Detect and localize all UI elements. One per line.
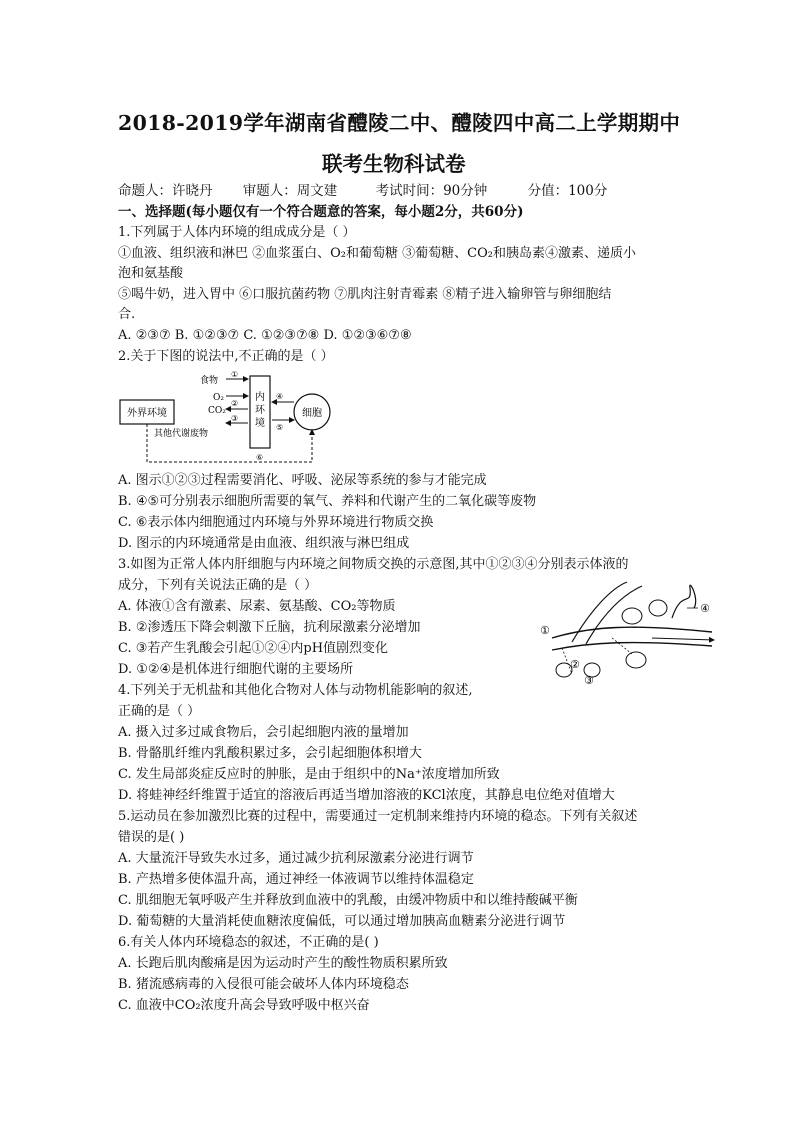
q2-option-c: C. ⑥表示体内细胞通过内环境与外界环境进行物质交换 [118, 515, 434, 530]
q1-options: A. ②③⑦ B. ①②③⑦ C. ①②③⑦⑧ D. ①②③⑥⑦⑧ [118, 328, 412, 343]
q4-option-c: C. 发生局部炎症反应时的肿胀，是由于组织中的Na⁺浓度增加所致 [118, 767, 500, 782]
label-3: ③ [584, 674, 594, 687]
q2-stem: 2.关于下图的说法中,不正确的是（ ） [118, 349, 334, 364]
q5-option-d: D. 葡萄糖的大量消耗使血糖浓度偏低，可以通过增加胰高血糖素分泌进行调节 [118, 914, 566, 929]
page-title: 2018-2019学年湖南省醴陵二中、醴陵四中高二上学期期中 [118, 111, 681, 135]
food-label: 食物 [200, 376, 219, 386]
q5-option-b: B. 产热增多使体温升高，通过神经一体液调节以维持体温稳定 [118, 872, 474, 887]
lymph-capillary [672, 585, 696, 618]
q3-stem: 成分，下列有关说法正确的是（ ） [118, 578, 318, 593]
co2-label: CO₂ [208, 406, 226, 416]
q4-option-d: D. 将蛙神经纤维置于适宜的溶液后再适当增加溶液的KCl浓度，其静息电位绝对值增大 [118, 788, 615, 803]
q6-option-c: C. 血液中CO₂浓度升高会导致呼吸中枢兴奋 [118, 998, 370, 1013]
liver-cell [649, 600, 667, 616]
q3-option-b: B. ②渗透压下降会刺激下丘脑，抗利尿激素分泌增加 [118, 620, 421, 635]
q1-stem: 1.下列属于人体内环境的组成成分是（ ） [118, 225, 356, 240]
label-3: ③ [231, 414, 239, 423]
q2-option-a: A. 图示①②③过程需要消化、呼吸、泌尿等系统的参与才能完成 [118, 473, 487, 488]
page-subtitle: 联考生物科试卷 [322, 152, 466, 176]
waste-label: 其他代谢废物 [154, 429, 209, 439]
label-2: ② [570, 658, 580, 671]
flow-arrow [652, 638, 714, 640]
q5-option-a: A. 大量流汗导致失水过多，通过减少抗利尿激素分泌进行调节 [118, 851, 474, 866]
label-5: ⑤ [276, 423, 284, 432]
q6-option-a: A. 长跑后肌肉酸痛是因为运动时产生的酸性物质积累所致 [118, 956, 448, 971]
q5-option-c: C. 肌细胞无氧呼吸产生并释放到血液中的乳酸，由缓冲物质中和以维持酸碱平衡 [118, 893, 578, 908]
cell-label: 细胞 [302, 408, 322, 419]
score-text: 分值：100分 [527, 183, 608, 199]
lymph-vessel [572, 582, 627, 642]
exchange-line [612, 638, 632, 654]
label-1: ① [231, 370, 239, 379]
q4-option-b: B. 骨骼肌纤维内乳酸积累过多，会引起细胞体积增大 [118, 746, 422, 761]
q1-items: ①血液、组织液和淋巴 ②血浆蛋白、O₂和葡萄糖 ③葡萄糖、CO₂和胰岛素④激素、递质小 [118, 246, 636, 261]
exam-meta [118, 182, 607, 200]
q1-items: 合. [118, 307, 136, 322]
section-heading: 一、选择题(每小题仅有一个符合题意的答案，每小题2分，共60分) [118, 204, 524, 220]
time-text: 考试时间：90分钟 [375, 183, 488, 199]
o2-label: O₂ [213, 393, 224, 403]
q6-stem: 6.有关人体内环境稳态的叙述，不正确的是( ) [118, 935, 379, 950]
q3-option-a: A. 体液①含有激素、尿素、氨基酸、CO₂等物质 [118, 599, 396, 614]
label-6: ⑥ [256, 453, 264, 462]
q6-option-b: B. 猪流感病毒的入侵很可能会破坏人体内环境稳态 [118, 977, 409, 992]
liver-cell [622, 608, 642, 624]
reviewer-text: 审题人：周文建 [242, 183, 338, 199]
q4-option-a: A. 摄入过多过咸食物后，会引起细胞内液的量增加 [118, 725, 409, 740]
environment-diagram [118, 370, 338, 466]
outer-environment-label: 外界环境 [127, 408, 167, 419]
label-4: ④ [700, 602, 710, 615]
q2-option-b: B. ④⑤可分别表示细胞所需要的氧气、养料和代谢产生的二氧化碳等废物 [118, 494, 537, 509]
inner-environment-label: 内环境 [255, 392, 265, 429]
q3-option-d: D. ①②④是机体进行细胞代谢的主要场所 [118, 662, 354, 677]
liver-cell-exchange-figure [532, 578, 722, 688]
q4-stem: 4.下列关于无机盐和其他化合物对人体与动物机能影响的叙述, [118, 683, 473, 698]
lymph-vessel-wall [586, 586, 642, 644]
capillary-lower-wall [552, 643, 712, 650]
label-4: ④ [276, 392, 284, 401]
liver-cell [626, 652, 646, 668]
label-1: ① [540, 624, 550, 637]
q3-stem: 3.如图为正常人体内肝细胞与内环境之间物质交换的示意图,其中①②③④分别表示体液的 [118, 557, 629, 572]
q1-items: ⑤喝牛奶，进入胃中 ⑥口服抗菌药物 ⑦肌肉注射青霉素 ⑧精子进入输卵管与卵细胞结 [118, 287, 612, 302]
q1-items: 泡和氨基酸 [118, 266, 184, 281]
q5-stem: 5.运动员在参加激烈比赛的过程中，需要通过一定机制来维持内环境的稳态。下列有关叙述 [118, 809, 638, 824]
q3-option-c: C. ③若产生乳酸会引起①②④内pH值剧烈变化 [118, 641, 389, 656]
q2-option-d: D. 图示的内环境通常是由血液、组织液与淋巴组成 [118, 536, 410, 551]
author-text: 命题人：许晓丹 [118, 183, 213, 199]
q4-stem: 正确的是（ ） [118, 704, 201, 719]
label-2: ② [231, 399, 239, 408]
q5-stem: 错误的是( ) [118, 830, 185, 845]
